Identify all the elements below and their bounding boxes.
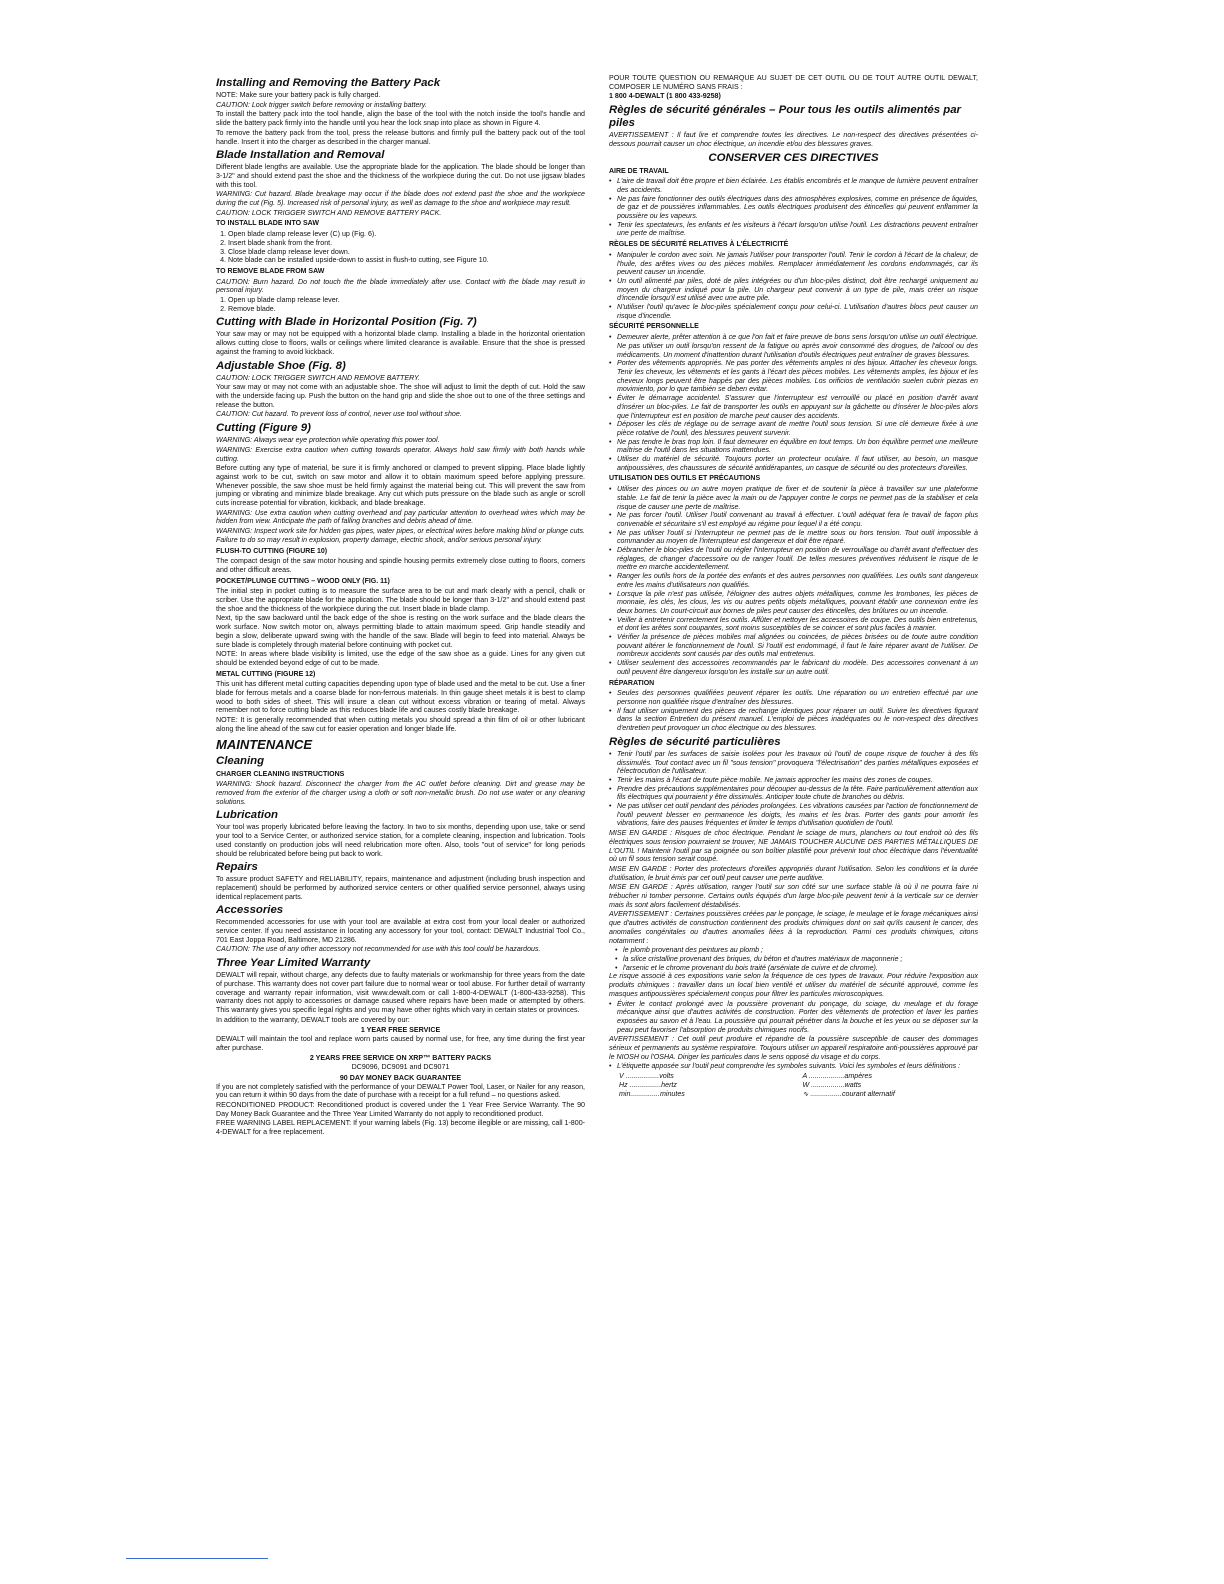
flush-cutting-text: The compact design of the saw motor housing and spindle housing permits extremely close cutting to floors, corners and other difficult areas. <box>216 557 585 574</box>
blade-lengths-text: Different blade lengths are available. Use the appropriate blade for the application. The blade should be longer than 3-1/2" and should extend past the shoe and the thickness of the workpiece during the cut. Do not use jigsaw blades with this tool. <box>216 163 585 189</box>
symbol-watts: W .................watts <box>802 1080 862 1089</box>
one-year-service-text: DEWALT will maintain the tool and replace worn parts caused by normal use, for free, any time during the first year after purchase. <box>216 1035 585 1052</box>
list-item: 4. Note blade can be installed upside-down to assist in flush-to cutting, see Figure 10. <box>228 256 585 265</box>
warning-respiratory: AVERTISSEMENT : Cet outil peut produire et répandre de la poussière susceptible de causer des dommages sérieux et permanents au système respiratoire. Toujours utiliser un appareil respiratoire anti-poussières approuvé par le NIOSH ou l'OSHA. Diriger les particules dans le sens opposé du visage et du corps. <box>609 1035 978 1061</box>
pocket-cutting-text-2: Next, tip the saw backward until the back edge of the shoe is resting on the work surface and the blade clears the work surface. Now switch motor on, always permitting blade to attain maximum speed. Grip handle steadily and begin a slow, deliberate upward swing with the handle of the saw. Blade will begin to feed into material. Always be sure blade is completely through material before continuing with pocket cut. <box>216 614 585 649</box>
french-column <box>609 74 978 1098</box>
battery-models: DC9096, DC9091 and DC9071 <box>351 1063 450 1072</box>
warning-dust-chemicals: AVERTISSEMENT : Certaines poussières créées par le ponçage, le sciage, le meulage et le forage mécaniques ainsi que d'autres activités de construction contiennent des produits chimiques dont on sait qu'ils causent le cancer, des anomalies congénitales ou d'autres anomalies liées à la reproduction. Parmi ces produits chimiques, citons notamment : <box>609 910 978 945</box>
warning-label-replacement-text: FREE WARNING LABEL REPLACEMENT: If your warning labels (Fig. 13) become illegible or are missing, call 1-800-4-DEWALT for a free replacement. <box>216 1119 585 1137</box>
caution-lock-remove-pack: CAUTION: LOCK TRIGGER SWITCH AND REMOVE BATTERY PACK. <box>216 208 442 217</box>
contact-question-text: POUR TOUTE QUESTION OU REMARQUE AU SUJET DE CET OUTIL OU DE TOUT AUTRE OUTIL DEWALT, COMPOSER LE NUMÉRO SANS FRAIS : <box>609 74 978 91</box>
repair-list <box>609 689 978 733</box>
list-item: • Veiller à entretenir correctement les outils. Affûter et nettoyer les accessoires de coupe. Des outils bien entretenus, et dont les arêtes sont coupantes, sont moins susceptibles de se coincer et sont plus faciles à manier. <box>617 616 978 633</box>
subheading-repair: RÉPARATION <box>609 679 655 687</box>
list-item: • L'aire de travail doit être propre et bien éclairée. Les établis encombrés et le manque de lumière peuvent entraîner des accidents. <box>617 177 978 194</box>
list-item: • Ne pas utiliser l'outil si l'interrupteur ne permet pas de le mettre sous ou hors tension. Tout outil impossible à commander au moyen de l'interrupteur est dangereux et doit être réparé. <box>617 529 978 546</box>
symbol-volts: V .................volts <box>619 1072 674 1081</box>
tool-use-list <box>609 485 978 676</box>
heading-horizontal-cutting: Cutting with Blade in Horizontal Position (Fig. 7) <box>216 316 477 329</box>
exposure-risk-text: Le risque associé à ces expositions varie selon la fréquence de ces types de travaux. Pour réduire l'exposition aux produits chimiques : travailler dans un local bien ventilé et utiliser du matériel de sécurité approuvé, comme les masques antipoussières spécialement conçus pour filtrer les particules microscopiques. <box>609 972 978 998</box>
list-item: • Tenir les mains à l'écart de toute pièce mobile. Ne jamais approcher les mains des zones de coupes. <box>617 776 978 785</box>
warning-hidden-pipes: WARNING: Inspect work site for hidden gas pipes, water pipes, or electrical wires before making blind or plunge cuts. Failure to do so may result in explosion, property damage, electric shock, and/or serious personal injury. <box>216 527 585 544</box>
caution-electric-shock: MISE EN GARDE : Risques de choc électrique. Pendant le sciage de murs, planchers ou tout endroit où des fils électriques sous tension pourraient se trouver, NE JAMAIS TOUCHER AUCUNE DES PARTIES MÉTALLIQUES DE L'OUTIL ! Maintenir l'outil par sa poignée ou son boîtier plastifié pour prévenir tout choc électrique dans l'éventualité où un fil sous tension serait coupé. <box>609 829 978 864</box>
heading-maintenance: MAINTENANCE <box>216 736 313 752</box>
list-item: • Ne pas faire fonctionner des outils électriques dans des atmosphères explosives, comme en présence de liquides, de gaz et de poussières inflammables. Les outils électriques produisent des étincelles qui peuvent enflammer la poussière ou les vapeurs. <box>617 195 978 221</box>
one-year-service-title: 1 YEAR FREE SERVICE <box>360 1026 441 1035</box>
caution-storage: MISE EN GARDE : Après utilisation, ranger l'outil sur son côté sur une surface stable là où il ne pourra faire ni trébucher ni tomber personne. Certains outils équipés d'un large bloc-pile peuvent tenir à la verticale sur ce dernier mais ils sont alors facilement déstabilisés. <box>609 883 978 909</box>
electrical-safety-list <box>609 251 978 321</box>
heading-adjustable-shoe: Adjustable Shoe (Fig. 8) <box>216 359 346 372</box>
subheading-charger-cleaning: CHARGER CLEANING INSTRUCTIONS <box>216 770 345 778</box>
heading-blade-installation: Blade Installation and Removal <box>216 149 385 162</box>
list-item: • Déposer les clés de réglage ou de serrage avant de mettre l'outil sous tension. Si une clé demeure fixée à une pièce rotative de l'outil, des blessures peuvent survenir. <box>617 420 978 437</box>
heading-save-directives: CONSERVER CES DIRECTIVES <box>708 151 879 164</box>
subheading-remove-blade: TO REMOVE BLADE FROM SAW <box>216 267 325 275</box>
list-item: 1. Open up blade clamp release lever. <box>228 296 585 305</box>
list-item: • Porter des vêtements appropriés. Ne pas porter des vêtements amples ni des bijoux. Attacher les cheveux longs. Tenir les cheveux, les vêtements et les gants à l'écart des pièces mobiles. Les vêtements amples, les bijoux et les cheveux longs peuvent être happés par des pièces mobiles. Los orificios de ventilación suelen cubrir piezas en movimiento, por lo que también se deben evitar. <box>617 359 978 394</box>
adjustable-shoe-text: Your saw may or may not come with an adjustable shoe. The shoe will adjust to limit the depth of cut. Hold the saw with the underside facing up. Push the button on the hand grip and slide the shoe out to one of the three settings and release the button. <box>216 383 585 409</box>
symbols-intro-list <box>609 1062 978 1071</box>
heading-repairs: Repairs <box>216 861 258 874</box>
remove-battery-text: To remove the battery pack from the tool, press the release buttons and firmly pull the battery pack out of the tool handle. Insert it into the charger as described in the charger manual. <box>216 128 585 146</box>
symbols-table <box>609 1072 978 1098</box>
install-blade-steps <box>216 230 585 265</box>
heading-cleaning: Cleaning <box>216 754 265 767</box>
two-year-battery-title: 2 YEARS FREE SERVICE ON XRP™ BATTERY PACKS <box>309 1054 492 1063</box>
warning-cutting-towards-operator: WARNING: Exercise extra caution when cutting towards operator. Always hold saw firmly with both hands while cutting. <box>216 445 585 463</box>
caution-cut-hazard: CAUTION: Cut hazard. To prevent loss of control, never use tool without shoe. <box>216 410 462 419</box>
subheading-electrical-safety: RÈGLES DE SÉCURITÉ RELATIVES À L'ÉLECTRICITÉ <box>609 241 789 249</box>
chemicals-list <box>609 946 978 972</box>
contact-phone: 1 800 4-DEWALT (1 800 433-9258) <box>609 92 721 101</box>
caution-lock-trigger: CAUTION: Lock trigger switch before removing or installing battery. <box>216 100 427 109</box>
warning-eye-protection: WARNING: Always wear eye protection while operating this power tool. <box>216 436 440 445</box>
list-item: • Il faut utiliser uniquement des pièces de rechange identiques pour réparer un outil. Suivre les directives figurant dans la section Entretien du présent manuel. L'emploi de pièces inadéquates ou le non-respect des directives d'entretien peut provoquer un choc électrique ou des blessures. <box>617 707 978 733</box>
list-item: • l'arsenic et le chrome provenant du bois traité (arséniate de cuivre et de chrome). <box>623 964 978 973</box>
list-item: • Utiliser du matériel de sécurité. Toujours porter un protecteur oculaire. Il faut utiliser, au besoin, un masque antipoussières, des chaussures de sécurité antidérapantes, un casque de sécurité ou des protecteurs d'oreilles. <box>617 455 978 472</box>
list-item: • Un outil alimenté par piles, doté de piles intégrées ou d'un bloc-piles distinct, doit être rechargé uniquement au moyen du chargeur indiqué pour la pile. Un chargeur peut convenir à un type de pile, mais créer un risque d'incendie lorsqu'il est utilisé avec une autre pile. <box>617 277 978 303</box>
list-item: 3. Close blade clamp release lever down. <box>228 248 585 257</box>
list-item: • Utiliser des pinces ou un autre moyen pratique de fixer et de soutenir la pièce à travailler sur une plateforme stable. Le fait de tenir la pièce avec la main ou de l'appuyer contre le corps ne permet pas de la stabiliser et cela risque de causer une perte de maîtrise. <box>617 485 978 511</box>
repairs-text: To assure product SAFETY and RELIABILITY, repairs, maintenance and adjustment (including brush inspection and replacement) should be performed by authorized service centers or other qualified service personnel, always using identical replacement parts. <box>216 875 585 901</box>
list-item: • Prendre des précautions supplémentaires pour découper au-dessus de la tête. Faire particulièrement attention aux fils électriques qui pourraient y être dissimulés. Anticiper toute chute de branches ou débris. <box>617 785 978 802</box>
heading-lubrication: Lubrication <box>216 809 279 822</box>
footer-divider <box>126 1558 268 1559</box>
list-item: • Manipuler le cordon avec soin. Ne jamais l'utiliser pour transporter l'outil. Tenir le cordon à l'écart de la chaleur, de l'huile, des arêtes vives ou des pièces mobiles. Remplacer immédiatement les cordons endommagés, car ils peuvent causer un incendie. <box>617 251 978 277</box>
list-item: • Ranger les outils hors de la portée des enfants et des autres personnes non qualifiées. Les outils sont dangereux entre les mains d'utilisateurs non qualifiés. <box>617 572 978 589</box>
note-battery-charged: NOTE: Make sure your battery pack is fully charged. <box>216 91 381 99</box>
warning-read-directives: AVERTISSEMENT : Il faut lire et comprendre toutes les directives. Le non-respect des directives présentées ci-dessous pourrait causer un choc électrique, un incendie et/ou des blessures graves. <box>609 131 978 148</box>
list-item: • Ne pas utiliser cet outil pendant des périodes prolongées. Les vibrations causées par l'action de fonctionnement de l'outil peuvent blesser en permanence les doigts, les mains et les bras. Porter des gants pour amortir les vibrations, faire des pauses fréquentes et limiter le temps d'utilisation quotidien de l'outil. <box>617 802 978 828</box>
symbol-minutes: min...............minutes <box>619 1089 685 1098</box>
subheading-flush-cutting: FLUSH-TO CUTTING (FIGURE 10) <box>216 547 328 555</box>
warning-shock-hazard: WARNING: Shock hazard. Disconnect the charger from the AC outlet before cleaning. Dirt and grease may be removed from the exterior of the charger using a cloth or soft non-metallic brush. Do not use water or any cleaning solutions. <box>216 780 585 806</box>
list-item: • N'utiliser l'outil qu'avec le bloc-piles spécialement conçu pour celui-ci. L'utilisation d'autres blocs peut causer un risque d'incendie. <box>617 303 978 320</box>
list-item: • Tenir les spectateurs, les enfants et les visiteurs à l'écart lorsqu'on utilise l'outil. Les distractions peuvent entraîner une perte de maîtrise. <box>617 221 978 238</box>
list-item: • Seules des personnes qualifiées peuvent réparer les outils. Une réparation ou un entretien effectué par une personne non qualifiée risque d'entraîner des blessures. <box>617 689 978 706</box>
list-item: • Débrancher le bloc-piles de l'outil ou régler l'interrupteur en position de verrouillage ou d'arrêt avant d'effectuer des réglages, de changer d'accessoire ou de ranger l'outil. De telles mesures préventives réduisent le risque de le mettre en marche accidentellement. <box>617 546 978 572</box>
money-back-text: If you are not completely satisfied with the performance of your DEWALT Power Tool, Laser, or Nailer for any reason, you can return it within 90 days from the date of purchase with a receipt for a full refund – no questions asked. <box>216 1082 585 1100</box>
subheading-work-area: AIRE DE TRAVAIL <box>609 167 669 175</box>
list-item: 2. Insert blade shank from the front. <box>228 239 585 248</box>
caution-lock-remove-battery: CAUTION: LOCK TRIGGER SWITCH AND REMOVE BATTERY. <box>216 373 421 382</box>
caution-accessories: CAUTION: The use of any other accessory not recommended for use with this tool could be hazardous. <box>216 945 541 954</box>
reconditioned-product-text: RECONDITIONED PRODUCT: Reconditioned product is covered under the 1 Year Free Service Warranty. The 90 Day Money Back Guarantee and the Three Year Limited Warranty do not apply to reconditioned product. <box>216 1100 585 1118</box>
accessories-text: Recommended accessories for use with your tool are available at extra cost from your local dealer or authorized service center. If you need assistance in locating any accessory for your tool, contact: DEWALT Industrial Tool Co., 701 East Joppa Road, Baltimore, MD 21286. <box>216 918 585 944</box>
cutting-instructions-text: Before cutting any type of material, be sure it is firmly anchored or clamped to prevent slipping. Place blade lightly against work to be cut, switch on saw motor and allow it to obtain maximum speed before applying pressure. Whenever possible, the saw shoe must be held firmly against the material being cut. This will prevent the saw from jumping or vibrating and minimize blade breakage. Any cut which puts pressure on the blade such as angle or scroll cuts increase potential for vibration, kickback, and blade breakage. <box>216 464 585 508</box>
list-item: • Tenir l'outil par les surfaces de saisie isolées pour les travaux où l'outil de coupe risque de toucher à des fils dissimulés. Tout contact avec un fil "sous tension" provoquera "l'électrisation" des parties métalliques exposées et l'électrocution de l'utilisateur. <box>617 750 978 776</box>
list-item: • Ne pas forcer l'outil. Utiliser l'outil convenant au travail à effectuer. L'outil adéquat fera le travail de façon plus convenable et sécuritaire s'il est employé au régime pour lequel il a été conçu. <box>617 511 978 528</box>
specific-safety-list <box>609 750 978 828</box>
install-battery-text: To install the battery pack into the tool handle, align the base of the tool with the notch inside the tool's handle and slide the battery pack firmly into the handle until you hear the lock snap into place as shown in Figure 4. <box>216 110 585 128</box>
warning-blade-breakage: WARNING: Cut hazard. Blade breakage may occur if the blade does not extend past the shoe and the workpiece during the cut (Fig. 5). Increased risk of personal injury, as well as damage to the shoe and workpiece may result. <box>216 190 585 208</box>
warranty-addition: In addition to the warranty, DEWALT tools are covered by our: <box>216 1015 410 1024</box>
symbol-alternating-current: ∿ ................courant alternatif <box>802 1089 895 1098</box>
lubrication-text: Your tool was properly lubricated before leaving the factory. In two to six months, depending upon use, take or send your tool to a Service Center, or authorized service station, for a complete cleaning, inspection and lubrication. Tools used constantly on production jobs will need relubrication more often. Also, tools "out of service" for long periods should be relubricated before being put back to work. <box>216 823 585 858</box>
heading-warranty: Three Year Limited Warranty <box>216 957 371 970</box>
list-item: • Utiliser seulement des accessoires recommandés par le fabricant du modèle. Des accessoires convenant à un outil peuvent être dangereux lorsqu'on les installe sur un autre outil. <box>617 659 978 676</box>
heading-cutting: Cutting (Figure 9) <box>216 422 311 435</box>
list-item: • Éviter le démarrage accidentel. S'assurer que l'interrupteur est verrouillé ou placé en position d'arrêt avant d'insérer un bloc-piles. Le fait de transporter les outils en appuyant sur la gâchette ou d'insérer le bloc-piles alors que l'interrupteur est en position de marche peut causer des accidents. <box>617 394 978 420</box>
heading-general-safety: Règles de sécurité générales – Pour tous les outils alimentés par piles <box>609 104 961 130</box>
pocket-cutting-note: NOTE: In areas where blade visibility is limited, use the edge of the saw shoe as a guide. Lines for any given cut should be extended beyond edge of cut to be made. <box>216 650 585 667</box>
horizontal-cutting-text: Your saw may or may not be equipped with a horizontal blade clamp. Installing a blade in the horizontal orientation allows cutting close to floors, walls or ceilings where limited clearance is available. Ensure that the shoe is pressed against the framing to avoid kickback. <box>216 330 585 356</box>
heading-specific-safety: Règles de sécurité particulières <box>609 735 781 748</box>
subheading-metal-cutting: METAL CUTTING (FIGURE 12) <box>216 670 316 678</box>
list-item: • Éviter le contact prolongé avec la poussière provenant du ponçage, du sciage, du meulage et du forage mécanique ainsi que d'autres activités de construction. Porter des vêtements de protection et laver les parties exposées au savon et à l'eau. La poussière qui pourrait pénétrer dans la bouche et les yeux ou se déposer sur la peau peut favoriser l'absorption de produits chimiques nocifs. <box>617 1000 978 1035</box>
list-item: • Lorsque la pile n'est pas utilisée, l'éloigner des autres objets métalliques, comme les trombones, les pièces de monnaie, les clés, les clous, les vis ou autres petits objets métalliques, pouvant établir une connexion entre les deux bornes. Un court-circuit aux bornes de piles peut causer des étincelles, des brûlures ou un incendie. <box>617 590 978 616</box>
metal-cutting-text: This unit has different metal cutting capacities depending upon type of blade used and the metal to be cut. Use a finer blade for ferrous metals and a coarse blade for non-ferrous materials. In thin gauge sheet metals it is best to clamp wood to both sides of sheet. This will insure a clean cut without excess vibration or tearing of metal. Always remember not to force cutting blade as this reduces blade life and causes costly blade breakage. <box>216 680 585 715</box>
english-column <box>216 74 585 1138</box>
subheading-pocket-cutting: POCKET/PLUNGE CUTTING – WOOD ONLY (FIG. 11) <box>216 577 390 585</box>
warranty-text: DEWALT will repair, without charge, any defects due to faulty materials or workmanship for three years from the date of purchase. This warranty does not cover part failure due to normal wear or tool abuse. For further detail of warranty coverage and warranty repair information, visit www.dewalt.com or call 1-800-4-DEWALT (1-800-433-9258). This warranty does not apply to accessories or damage caused where repairs have been made or attempted by others. This warranty gives you specific legal rights and you may have other rights which vary in certain states or provinces. <box>216 971 585 1014</box>
list-item: • Vérifier la présence de pièces mobiles mal alignées ou coincées, de pièces brisées ou de toute autre condition pouvant altérer le fonctionnement de l'outil. Si l'outil est endommagé, il faut le faire réparer avant de l'utiliser. De nombreux accidents sont causés par des outils mal entretenus. <box>617 633 978 659</box>
dust-contact-list <box>609 1000 978 1035</box>
heading-accessories: Accessories <box>216 904 284 917</box>
list-item: 2. Remove blade. <box>228 305 585 314</box>
list-item: • L'étiquette apposée sur l'outil peut comprendre les symboles suivants. Voici les symboles et leurs définitions : <box>617 1062 978 1071</box>
remove-blade-steps <box>216 296 585 313</box>
subheading-tool-use: UTILISATION DES OUTILS ET PRÉCAUTIONS <box>609 475 761 483</box>
list-item: 1. Open blade clamp release lever (C) up (Fig. 6). <box>228 230 585 239</box>
list-item: • le plomb provenant des peintures au plomb ; <box>623 946 978 955</box>
metal-cutting-note: NOTE: It is generally recommended that when cutting metals you should spread a thin film of oil or other lubricant along the line ahead of the saw cut for easier operation and longer blade life. <box>216 716 585 733</box>
caution-burn-hazard: CAUTION: Burn hazard. Do not touch the the blade immediately after use. Contact with the blade may result in personal injury. <box>216 277 585 295</box>
symbol-amperes: A ..................ampères <box>802 1072 873 1081</box>
list-item: • la silice cristalline provenant des briques, du béton et d'autres matériaux de maçonnerie ; <box>623 955 978 964</box>
work-area-list <box>609 177 978 238</box>
list-item: • Demeurer alerte, prêter attention à ce que l'on fait et faire preuve de bons sens lorsqu'on utilise un outil électrique. Ne pas utiliser un outil lorsqu'on ressent de la fatigue ou après avoir consommé des drogues, de l'alcool ou des médicaments. Un moment d'inattention durant l'utilisation d'outils électriques peut entraîner de graves blessures. <box>617 333 978 359</box>
caution-ear-protection: MISE EN GARDE : Porter des protecteurs d'oreilles appropriés durant l'utilisation. Selon les conditions et la durée d'utilisation, le bruit émis par cet outil peut causer une perte auditive. <box>609 864 978 882</box>
warning-overhead-cutting: WARNING: Use extra caution when cutting overhead and pay particular attention to overhead wires which may be hidden from view. Anticipate the path of falling branches and debris ahead of time. <box>216 508 585 526</box>
pocket-cutting-text-1: The initial step in pocket cutting is to measure the surface area to be cut and mark clearly with a pencil, chalk or scriber. Use the appropriate blade for the application. The blade should be longer than 3-1/2" and should extend past the shoe and the thickness of the workpiece during the cut. Insert blade in blade clamp. <box>216 587 585 613</box>
symbol-hertz: Hz ................hertz <box>619 1080 677 1089</box>
money-back-title: 90 DAY MONEY BACK GUARANTEE <box>339 1073 462 1082</box>
personal-safety-list <box>609 333 978 472</box>
subheading-install-blade: TO INSTALL BLADE INTO SAW <box>216 220 319 228</box>
heading-battery-pack: Installing and Removing the Battery Pack <box>216 77 441 89</box>
list-item: • Ne pas tendre le bras trop loin. Il faut demeurer en équilibre en tout temps. Un bon équilibre permet une meilleure maîtrise de l'outil dans les situations inattendues. <box>617 438 978 455</box>
subheading-personal-safety: SÉCURITÉ PERSONNELLE <box>609 323 699 331</box>
